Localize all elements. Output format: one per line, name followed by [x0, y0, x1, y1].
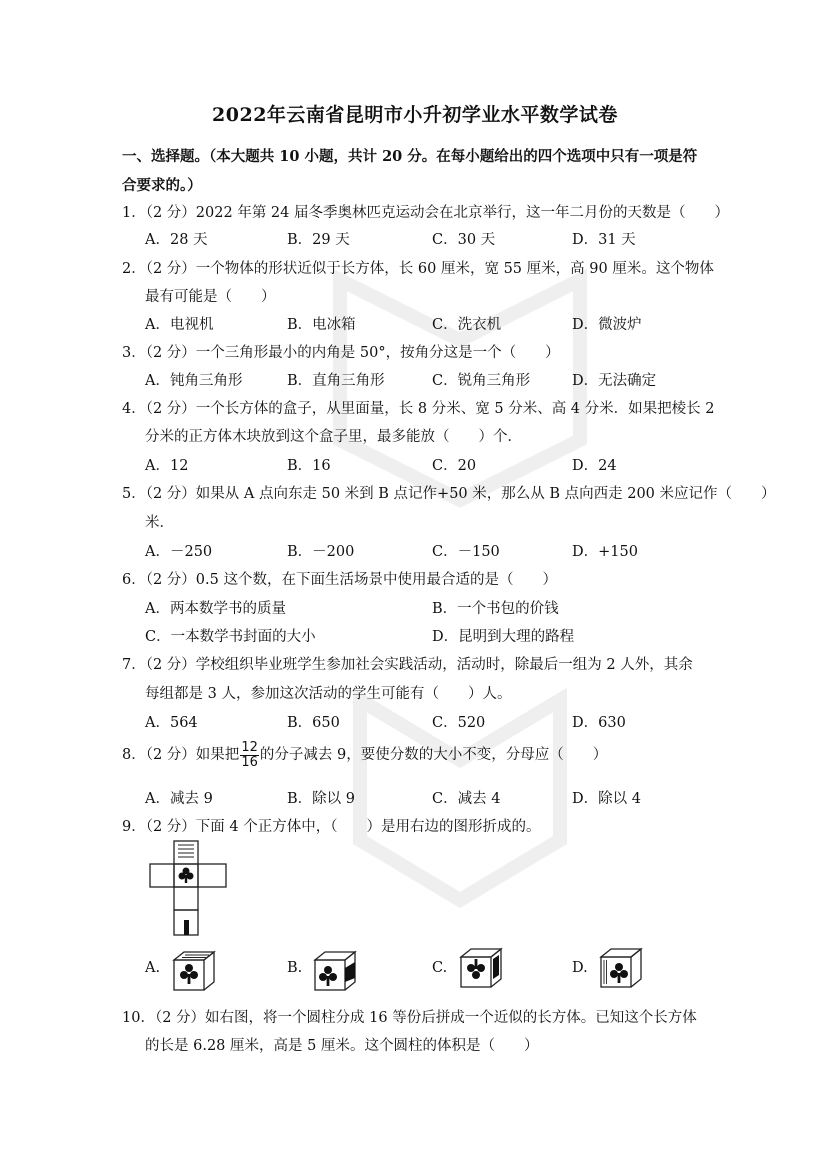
question-10-stem-line2: 的长是 6.28 厘米，高是 5 厘米。这个圆柱的体积是（ ） — [145, 1038, 539, 1054]
q8-option-d: D．除以 4 — [572, 791, 641, 807]
q8-stem-after: 的分子减去 9，要使分数的大小不变，分母应（ ） — [259, 747, 608, 763]
q2-option-d: D．微波炉 — [572, 317, 642, 333]
q2-option-a: A．电视机 — [145, 317, 214, 333]
question-5-stem-line1: 5．（2 分）如果从 A 点向东走 50 米到 B 点记作+50 米，那么从 B 点向西走 200 米应记作（ ） — [122, 486, 776, 502]
question-2-stem-line1: 2．（2 分）一个物体的形状近似于长方体，长 60 厘米，宽 55 厘米，高 90 厘米。这个物体 — [122, 261, 714, 277]
q8-fraction — [240, 741, 259, 770]
q9-option-b-cube — [312, 948, 358, 992]
question-5-stem-line2: 米． — [145, 515, 174, 531]
question-7-stem-line1: 7．（2 分）学校组织毕业班学生参加社会实践活动，活动时，除最后一组为 2 人外，其余 — [122, 657, 693, 673]
q4-option-a: A．12 — [145, 458, 189, 474]
question-8-stem — [122, 739, 607, 771]
q7-option-d: D．630 — [572, 715, 626, 731]
q7-option-c: C．520 — [432, 715, 486, 731]
q9-option-b-label: B. — [287, 960, 303, 976]
q4-option-d: D．24 — [572, 458, 617, 474]
q4-option-b: B．16 — [287, 458, 331, 474]
section-header-line2: 合要求的。） — [122, 177, 202, 194]
q7-option-a: A．564 — [145, 715, 198, 731]
q9-option-d-cube — [598, 945, 644, 989]
q7-option-b: B．650 — [287, 715, 340, 731]
q3-option-d: D．无法确定 — [572, 373, 657, 389]
q2-option-c: C．洗衣机 — [432, 317, 502, 333]
q9-option-c-label: C. — [432, 960, 448, 976]
q6-option-c: C．一本数学书封面的大小 — [145, 629, 316, 645]
q3-option-c: C．锐角三角形 — [432, 373, 531, 389]
question-6-stem: 6．（2 分）0.5 这个数，在下面生活场景中使用最合适的是（ ） — [122, 572, 557, 588]
cube-net-figure — [145, 840, 231, 936]
question-1-stem: 1．（2 分）2022 年第 24 届冬季奥林匹克运动会在北京举行，这一年二月份的天数是（ ） — [122, 205, 729, 221]
q5-option-d: D．+150 — [572, 544, 638, 560]
q8-stem-before: 8．（2 分）如果把 — [122, 747, 240, 763]
q3-option-a: A．钝角三角形 — [145, 373, 243, 389]
q5-option-a: A．－250 — [145, 544, 213, 560]
question-3-stem: 3．（2 分）一个三角形最小的内角是 50°，按角分这是一个（ ） — [122, 345, 560, 361]
question-10-stem-line1: 10．（2 分）如右图，将一个圆柱分成 16 等份后拼成一个近似的长方体。已知这个长方体 — [122, 1010, 697, 1026]
question-2-stem-line2: 最有可能是（ ） — [145, 289, 276, 305]
q9-option-a-cube — [171, 948, 217, 992]
q5-option-b: B．－200 — [287, 544, 355, 560]
q8-fraction-denominator: 16 — [241, 754, 258, 770]
section-header-line1: 一、选择题。（本大题共 10 小题，共计 20 分。在每小题给出的四个选项中只有一项是符 — [122, 148, 698, 165]
q1-option-b: B．29 天 — [287, 232, 350, 248]
question-4-stem-line1: 4．（2 分）一个长方体的盒子，从里面量，长 8 分米、宽 5 分米、高 4 分米．如果把棱长 2 — [122, 401, 715, 417]
q6-option-d: D．昆明到大理的路程 — [432, 629, 575, 645]
exam-title: 2022年云南省昆明市小升初学业水平数学试卷 — [212, 104, 618, 126]
q1-option-a: A．28 天 — [145, 232, 208, 248]
question-7-stem-line2: 每组都是 3 人，参加这次活动的学生可能有（ ）人。 — [145, 686, 512, 702]
q8-fraction-numerator: 12 — [241, 739, 258, 755]
q1-option-d: D．31 天 — [572, 232, 636, 248]
q8-option-a: A．减去 9 — [145, 791, 213, 807]
q1-option-c: C．30 天 — [432, 232, 496, 248]
q6-option-a: A．两本数学书的质量 — [145, 601, 286, 617]
q9-option-d-label: D. — [572, 960, 588, 976]
q9-option-a-label: A. — [145, 960, 161, 976]
q6-option-b: B．一个书包的价钱 — [432, 601, 559, 617]
question-9-stem: 9．（2 分）下面 4 个正方体中，（ ）是用右边的图形折成的。 — [122, 819, 541, 835]
q5-option-c: C．－150 — [432, 544, 500, 560]
q3-option-b: B．直角三角形 — [287, 373, 385, 389]
q8-option-c: C．减去 4 — [432, 791, 501, 807]
q8-option-b: B．除以 9 — [287, 791, 355, 807]
q4-option-c: C．20 — [432, 458, 477, 474]
q9-option-c-cube — [458, 945, 504, 989]
question-4-stem-line2: 分米的正方体木块放到这个盒子里，最多能放（ ）个． — [145, 429, 522, 445]
q2-option-b: B．电冰箱 — [287, 317, 356, 333]
